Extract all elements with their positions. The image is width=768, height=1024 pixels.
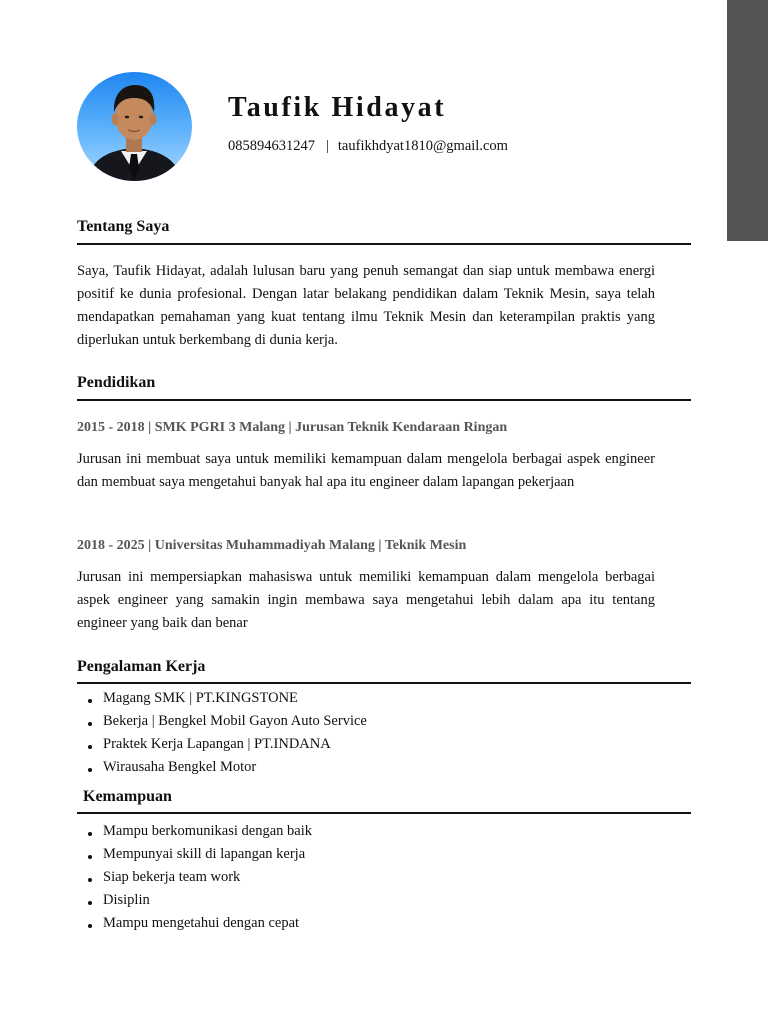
- phone-number: 085894631247: [228, 138, 315, 154]
- education-entry-description: Jurusan ini membuat saya untuk memiliki kemampuan dalam mengelola berbagai aspek engineer dan membuat saya mengetahui banyak hal apa itu engineer dalam lapangan pekerjaan: [77, 451, 655, 490]
- list-item: Bekerja | Bengkel Mobil Gayon Auto Service: [84, 710, 367, 733]
- experience-list: [84, 687, 367, 779]
- education-entry-heading: 2015 - 2018 | SMK PGRI 3 Malang | Jurusan Teknik Kendaraan Ringan: [77, 420, 508, 435]
- list-item: Wirausaha Bengkel Motor: [84, 756, 367, 779]
- experience-divider: [77, 682, 691, 684]
- skills-divider: [77, 812, 691, 814]
- experience-section-title: Pengalaman Kerja: [77, 658, 206, 675]
- list-item: Praktek Kerja Lapangan | PT.INDANA: [84, 733, 367, 756]
- about-divider: [77, 243, 691, 245]
- list-item: Disiplin: [84, 889, 312, 912]
- profile-photo: [77, 72, 192, 181]
- about-text: Saya, Taufik Hidayat, adalah lulusan baru yang penuh semangat dan siap untuk membawa energi positif ke dunia profesional. Dengan latar belakang pendidikan dalam Teknik Mesin, saya telah mendapatkan pemahaman yang kuat tentang ilmu Teknik Mesin dan keterampilan praktis yang diperlukan untuk berkembang di dunia kerja.: [77, 263, 655, 348]
- education-divider: [77, 399, 691, 401]
- about-section-title: Tentang Saya: [77, 218, 170, 235]
- skills-section-title: Kemampuan: [83, 788, 172, 805]
- person-portrait-icon: [77, 72, 192, 181]
- education-entry-heading: 2018 - 2025 | Universitas Muhammadiyah Malang | Teknik Mesin: [77, 538, 467, 553]
- list-item: Siap bekerja team work: [84, 866, 312, 889]
- candidate-name: Taufik Hidayat: [228, 92, 447, 123]
- education-section-title: Pendidikan: [77, 374, 156, 391]
- skills-list: [84, 820, 312, 935]
- education-entry-description: Jurusan ini mempersiapkan mahasiswa untuk memiliki kemampuan dalam mengelola berbagai aspek engineer yang samakin ingin membawa saya mengetahui lebih dalam apa itu tentang engineer yang baik dan benar: [77, 569, 655, 631]
- email-address: taufikhdyat1810@gmail.com: [337, 138, 508, 154]
- list-item: Mempunyai skill di lapangan kerja: [84, 843, 312, 866]
- side-scroll-tab: [727, 0, 768, 241]
- contact-separator: |: [326, 138, 329, 154]
- list-item: Magang SMK | PT.KINGSTONE: [84, 687, 367, 710]
- list-item: Mampu mengetahui dengan cepat: [84, 912, 312, 935]
- contact-line: [228, 138, 508, 155]
- list-item: Mampu berkomunikasi dengan baik: [84, 820, 312, 843]
